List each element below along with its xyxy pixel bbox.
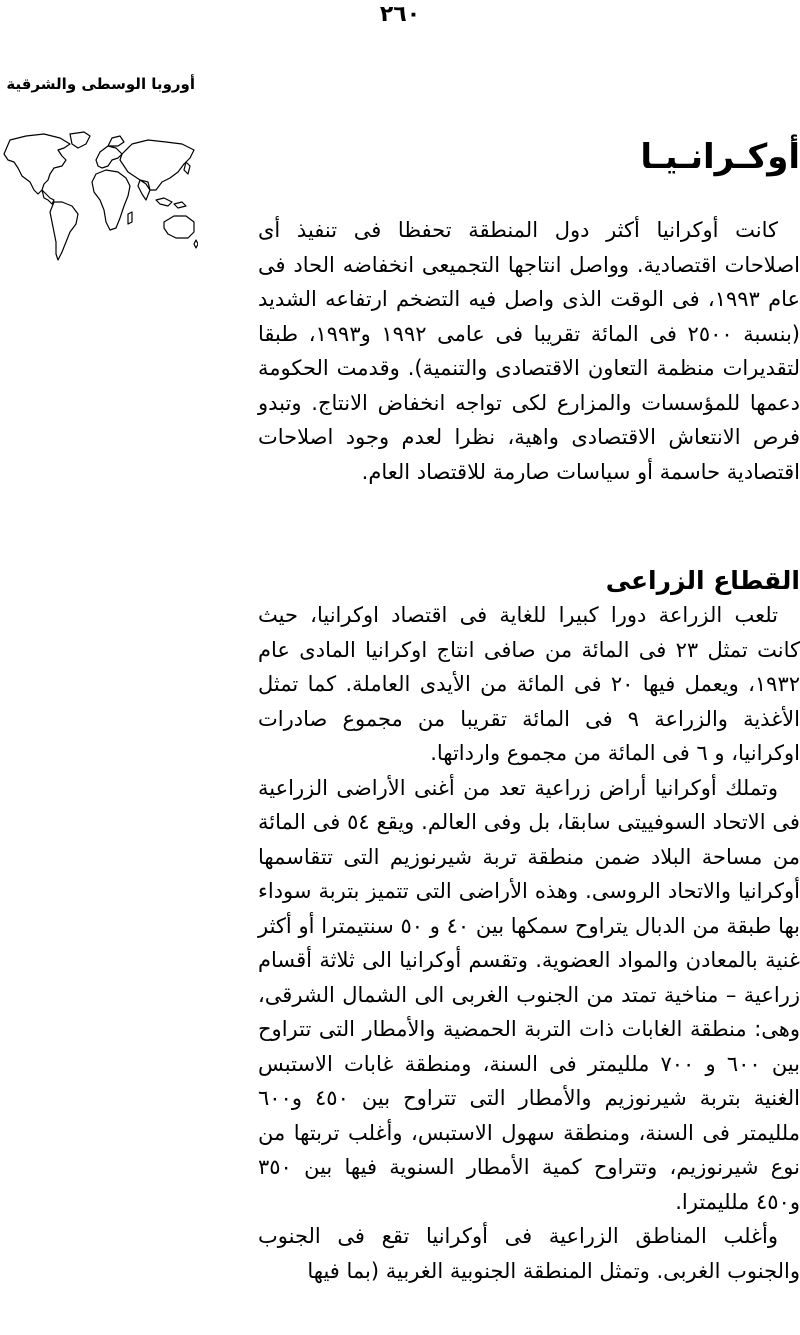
intro-paragraph (258, 213, 800, 489)
agriculture-paragraph: وأغلب المناطق الزراعية فى أوكرانيا تقع فى الجنوب والجنوب الغربى. وتمثل المنطقة الجنوبية الغربية (بما فيها (258, 1224, 800, 1283)
agriculture-paragraph: وتملك أوكرانيا أراض زراعية تعد من أغنى الأراضى الزراعية فى الاتحاد السوفييتى سابقا، بل وفى العالم. ويقع ٥٤ فى المائة من مساحة البلاد ضمن منطقة تربة شيرنوزيم التى تتقاسمها أوكرانيا والاتحاد الروسى. وهذه الأراضى التى تتميز بتربة سوداء بها طبقة من الدبال يتراوح سمكها بين ٤٠ و ٥٠ سنتيمترا أو أكثر غنية بالمعادن والمواد العضوية. وتقسم أوكرانيا الى ثلاثة أقسام زراعية – مناخية تمتد من الجنوب الغربى الى الشمال الشرقى، وهى: منطقة الغابات ذات التربة الحمضية والأمطار التى تتراوح بين ٦٠٠ و ٧٠٠ ملليمتر فى السنة، ومنطقة غابات الاستبس الغنية بتربة شيرنوزيم والأمطار التى تتراوح بين ٤٥٠ و٦٠٠ ملليمتر فى السنة، ومنطقة سهول الاستبس، وأغلب تربتها من نوع شيرنوزيم، وتتراوح كمية الأمطار السنوية فيها بين ٣٥٠ و٤٥٠ ملليمترا. (258, 775, 800, 1214)
agriculture-section (258, 598, 800, 1288)
country-title: أوكـرانـيـا (640, 137, 800, 177)
agriculture-heading: القطاع الزراعى (605, 566, 800, 595)
world-map-icon (0, 128, 198, 270)
intro-text: كانت أوكرانيا أكثر دول المنطقة تحفظا فى تنفيذ أى اصلاحات اقتصادية. وواصل انتاجها التجميعى انخفاضه الحاد فى عام ١٩٩٣، فى الوقت الذى واصل فيه التضخم ارتفاعه الشديد (بنسبة ٢٥٠٠ فى المائة تقريبا فى عامى ١٩٩٢ و١٩٩٣، طبقا لتقديرات منظمة التعاون الاقتصادى والتنمية). وقدمت الحكومة دعمها للمؤسسات والمزارع لكى تواجه انخفاض الانتاج. وتبدو فرص الانتعاش الاقتصادى واهية، نظرا لعدم وجود اصلاحات اقتصادية حاسمة أو سياسات صارمة للاقتصاد العام. (258, 218, 800, 484)
agriculture-paragraph: تلعب الزراعة دورا كبيرا للغاية فى اقتصاد اوكرانيا، حيث كانت تمثل ٢٣ فى المائة من صافى انتاج اوكرانيا المادى عام ١٩٣٢، ويعمل فيها ٢٠ فى المائة من الأيدى العاملة. كما تمثل الأغذية والزراعة ٩ فى المائة تقريبا من مجموع صادرات اوكرانيا، و ٦ فى المائة من مجموع وارداتها. (258, 603, 800, 765)
page-number: ٢٦٠ (379, 2, 421, 27)
section-header: أوروبا الوسطى والشرقية (6, 75, 195, 93)
